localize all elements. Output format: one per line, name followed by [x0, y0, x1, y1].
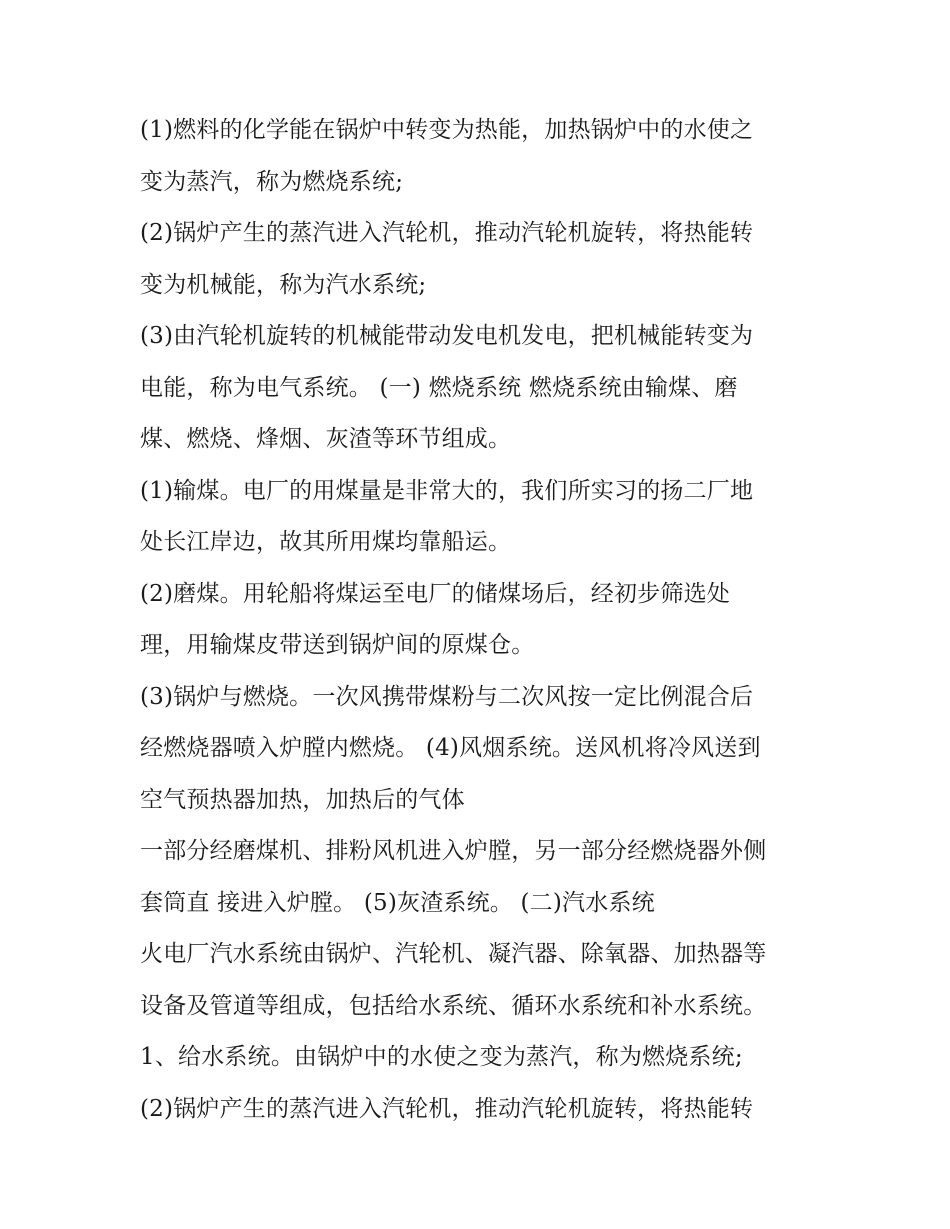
text-line: 一部分经磨煤机、排粉风机进入炉膛，另一部分经燃烧器外侧 — [140, 838, 767, 864]
text-line: 处长江岸边，故其所用煤均靠船运。 — [140, 529, 512, 555]
text-line: 变为蒸汽，称为燃烧系统; — [140, 168, 404, 195]
text-line: (1)燃料的化学能在锅炉中转变为热能，加热锅炉中的水使之 — [140, 117, 754, 143]
text-line: 火电厂汽水系统由锅炉、汽轮机、凝汽器、除氧器、加热器等 — [140, 941, 767, 967]
text-line: 1、给水系统。由锅炉中的水使之变为蒸汽，称为燃烧系统; — [140, 1044, 743, 1070]
text-line: 理，用输煤皮带送到锅炉间的原煤仓。 — [140, 632, 535, 658]
text-line: 空气预热器加热，加热后的气体 — [140, 786, 465, 813]
text-line: (1)输煤。电厂的用煤量是非常大的，我们所实习的扬二厂地 — [140, 477, 754, 504]
text-line: 煤、燃烧、烽烟、灰渣等环节组成。 — [140, 426, 512, 452]
text-line: 经燃烧器喷入炉膛内燃烧。 (4)风烟系统。送风机将冷风送到 — [140, 735, 761, 761]
text-line: (3)由汽轮机旋转的机械能带动发电机发电，把机械能转变为 — [140, 323, 754, 349]
text-line: 套筒直 接进入炉膛。 (5)灰渣系统。 (二)汽水系统 — [140, 889, 655, 916]
text-line: (2)锅炉产生的蒸汽进入汽轮机，推动汽轮机旋转，将热能转 — [140, 1095, 754, 1122]
text-line: (2)锅炉产生的蒸汽进入汽轮机，推动汽轮机旋转，将热能转 — [140, 220, 754, 246]
text-line: (2)磨煤。用轮船将煤运至电厂的储煤场后，经初步筛选处 — [140, 580, 730, 607]
text-line: 变为机械能，称为汽水系统; — [140, 271, 427, 298]
text-line: (3)锅炉与燃烧。一次风携带煤粉与二次风按一定比例混合后 — [140, 683, 754, 710]
text-line: 电能，称为电气系统。 (一) 燃烧系统 燃烧系统由输煤、磨 — [140, 374, 738, 401]
body-text — [140, 105, 820, 1135]
text-line: 设备及管道等组成，包括给水系统、循环水系统和补水系统。 — [140, 992, 767, 1019]
